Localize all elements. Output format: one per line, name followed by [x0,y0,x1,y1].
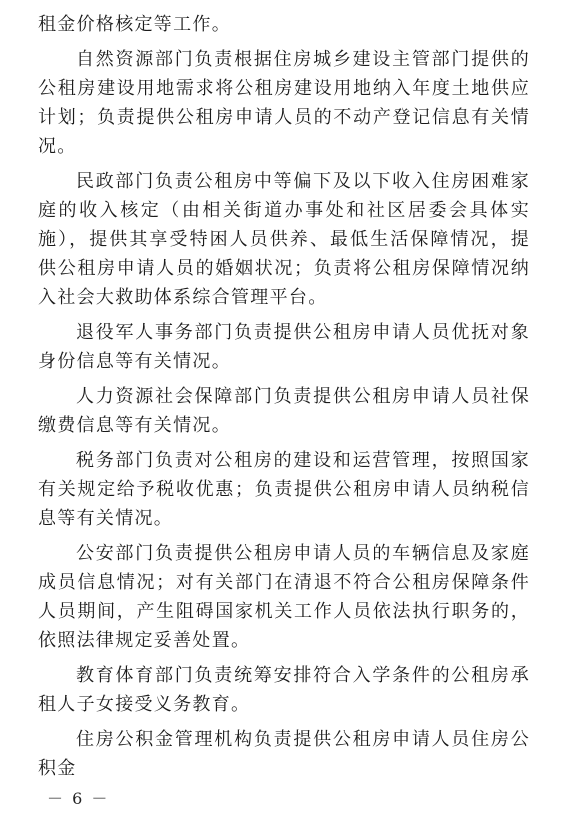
paragraph-human-resources: 人力资源社会保障部门负责提供公租房申请人员社保缴费信息等有关情况。 [38,386,530,436]
paragraph-civil-affairs: 民政部门负责公租房中等偏下及以下收入住房困难家庭的收入核定（由相关街道办事处和社区居委会具体实施），提供其享受特困人员供养、最低生活保障情况，提供公租房申请人员的婚姻状况；负责将公租房保障情况纳入社会大救助体系综合管理平台。 [38,171,530,308]
document-body [38,10,530,783]
paragraph-veterans-affairs: 退役军人事务部门负责提供公租房申请人员优抚对象身份信息等有关情况。 [38,322,530,372]
paragraph-natural-resources: 自然资源部门负责根据住房城乡建设主管部门提供的公租房建设用地需求将公租房建设用地纳入年度土地供应计划；负责提供公租房申请人员的不动产登记信息有关情况。 [38,49,530,157]
page-number: － 6 － [47,789,110,808]
paragraph-education-sports: 教育体育部门负责统筹安排符合入学条件的公租房承租人子女接受义务教育。 [38,665,530,715]
paragraph-housing-fund: 住房公积金管理机构负责提供公租房申请人员住房公积金 [38,729,530,779]
paragraph-continuation: 租金价格核定等工作。 [38,14,231,35]
paragraph-public-security: 公安部门负责提供公租房申请人员的车辆信息及家庭成员信息情况；对有关部门在清退不符合公租房保障条件人员期间，产生阻碍国家机关工作人员依法执行职务的，依照法律规定妥善处置。 [38,543,530,651]
paragraph-taxation: 税务部门负责对公租房的建设和运营管理，按照国家有关规定给予税收优惠；负责提供公租房申请人员纳税信息等有关情况。 [38,450,530,529]
